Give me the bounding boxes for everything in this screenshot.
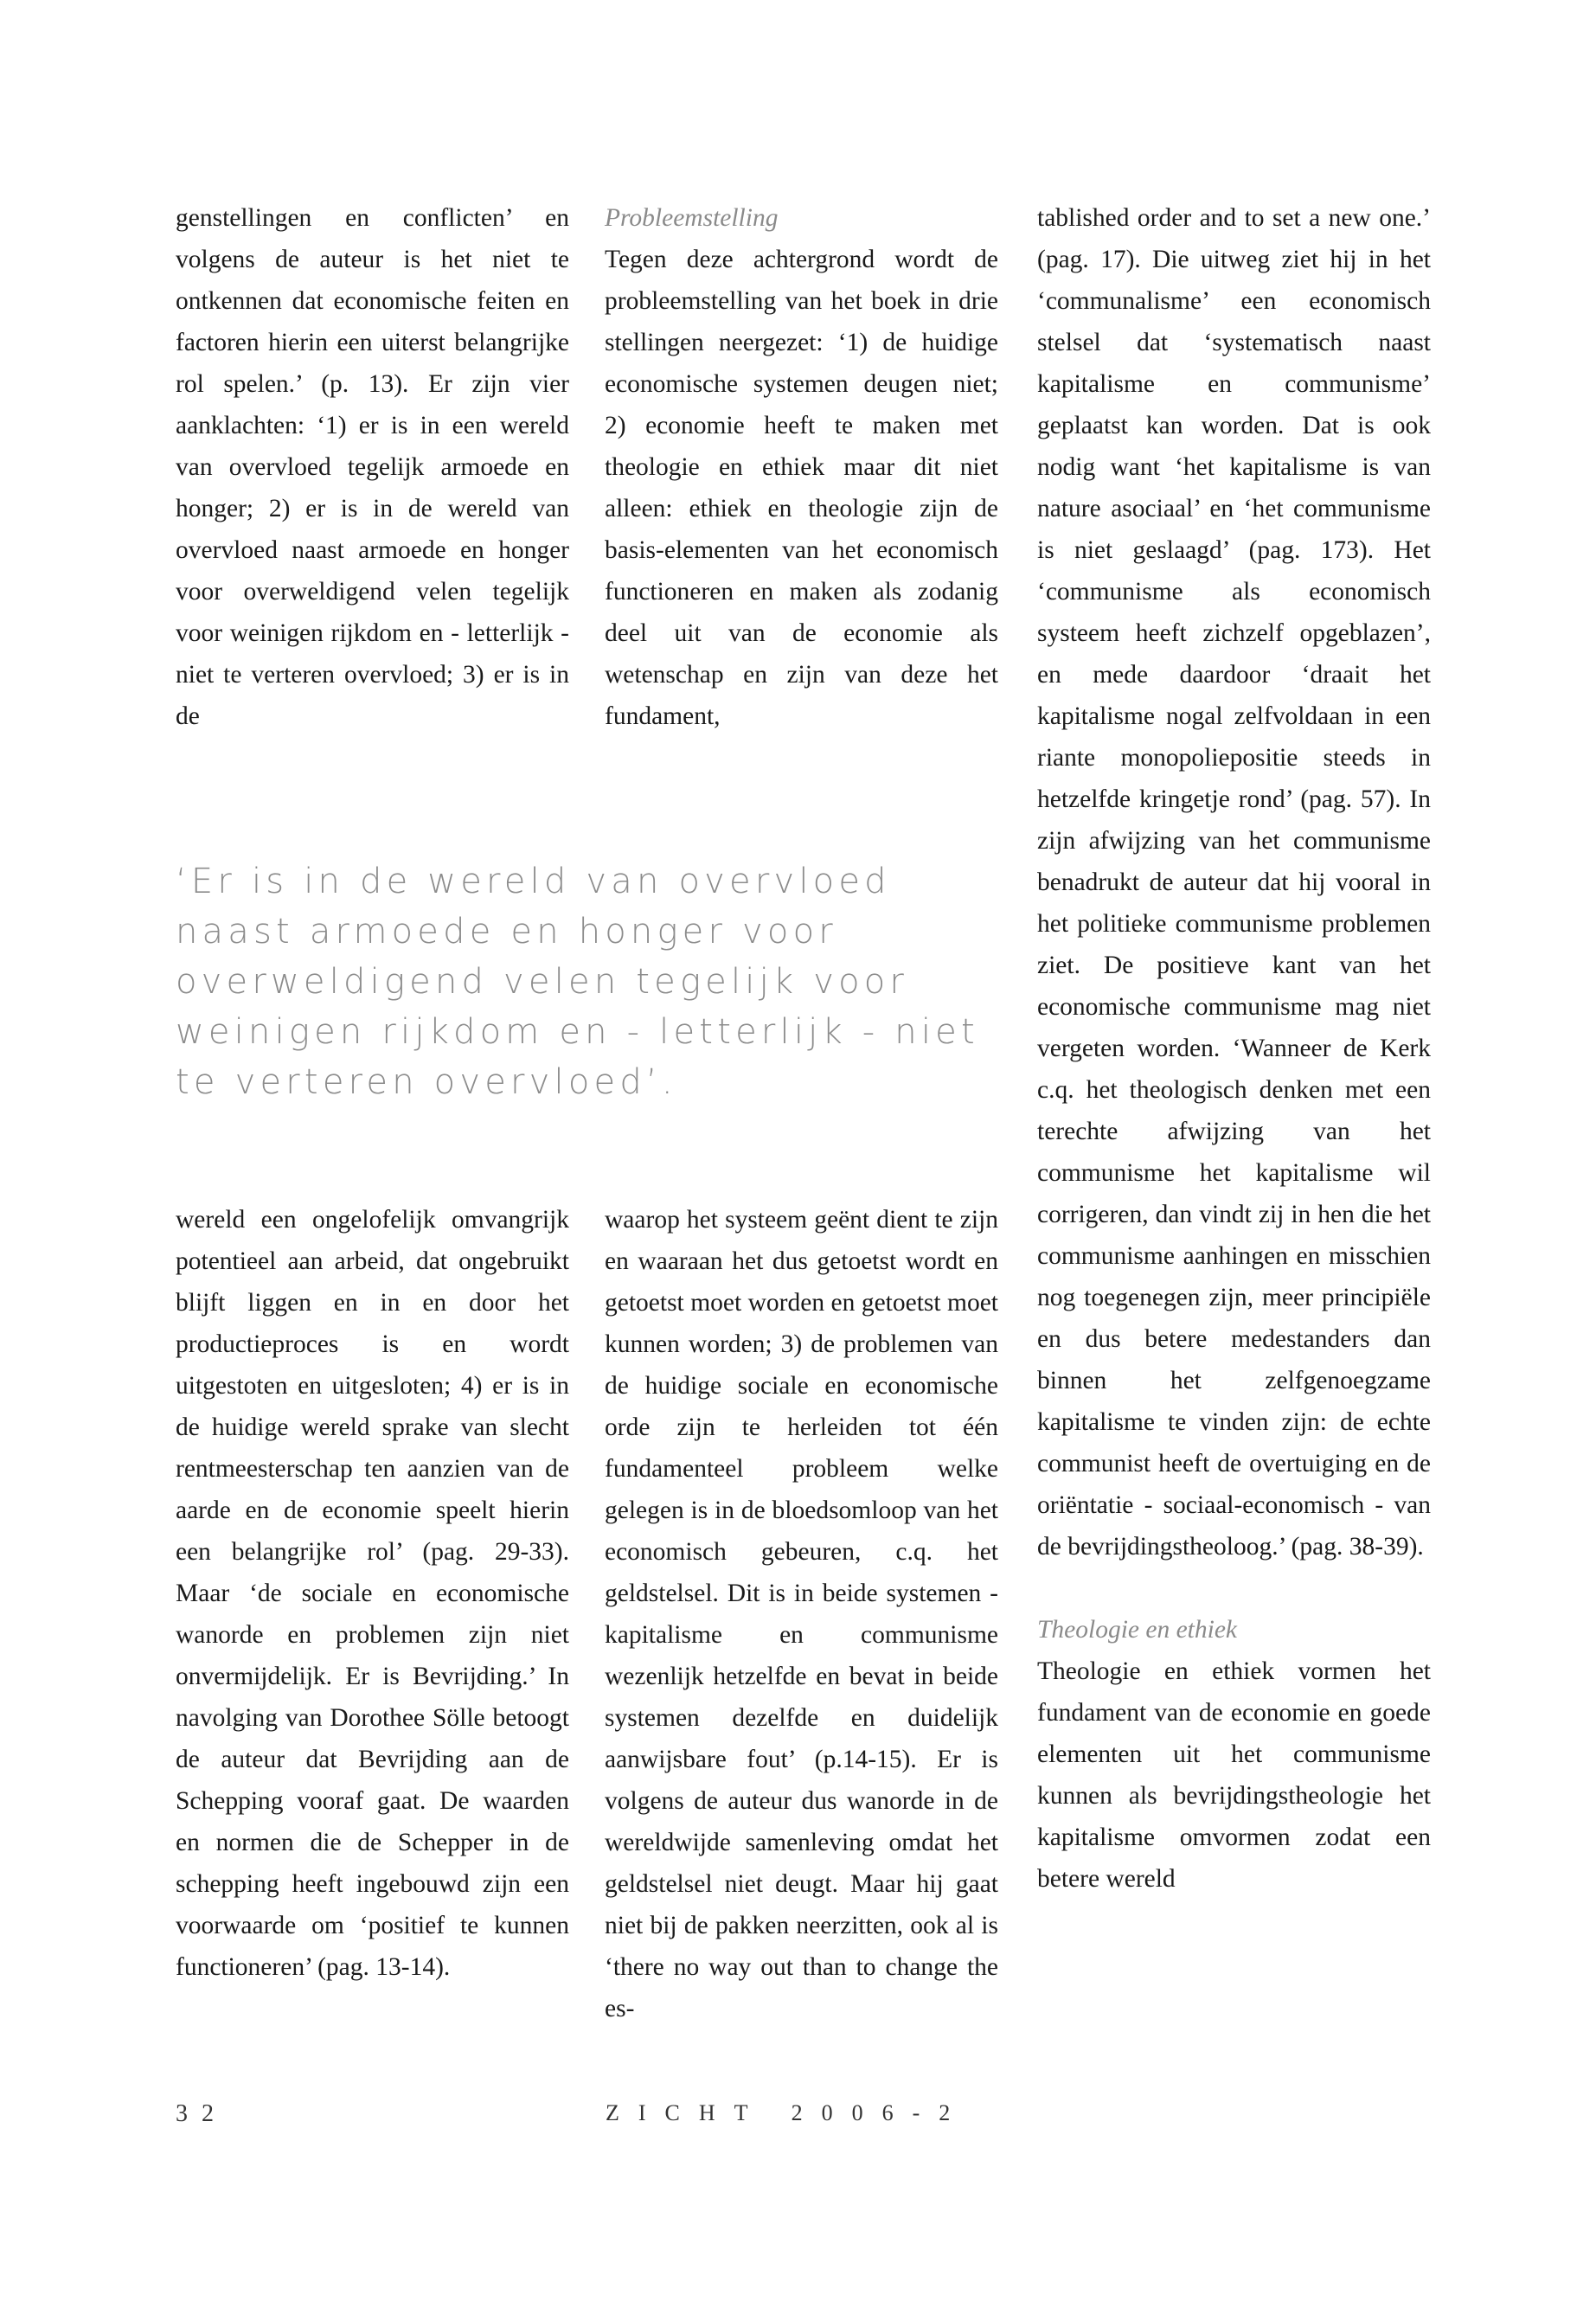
- body-paragraph: waarop het systeem geënt dient te zijn en waaraan het dus getoetst wordt en getoetst moet worden en getoetst moet kunnen worden; 3) de problemen van de huidige sociale en economische orde zijn te herleiden tot één fundamenteel probleem welke gelegen is in de bloedsomloop van het economisch gebeuren, c.q. het geldstelsel. Dit is in beide systemen - kapitalisme en communisme wezenlijk hetzelfde en bevat in beide systemen dezelfde en duidelijk aanwijsbare fout’ (p.14-15). Er is volgens de auteur dus wanorde in de wereldwijde samenleving omdat het geldstelsel niet deugt. Maar hij gaat niet bij de pakken neerzitten, ook al is ‘there no way out than to change the es-: [605, 1206, 998, 2022]
- running-footer-title: ZICHT 2006-2: [606, 2100, 970, 2125]
- page-number: 32: [176, 2100, 228, 2127]
- body-paragraph: Tegen deze achtergrond wordt de probleemstelling van het boek in drie stellingen neergezet: ‘1) de huidige economische systemen deugen niet; 2) economie heeft te maken met theologie en ethiek maar dit niet alleen: ethiek en theologie zijn de basis-elementen van het economisch functioneren en maken als zodanig deel uit van de economie als wetenschap en zijn van deze het fundament,: [605, 246, 998, 730]
- column-1-bottom: [176, 1199, 569, 1988]
- column-1-top: [176, 197, 569, 737]
- column-2-top: [605, 197, 998, 737]
- section-subheading-theologie-en-ethiek: Theologie en ethiek: [1037, 1616, 1238, 1644]
- column-3: [1037, 197, 1431, 1900]
- body-paragraph: genstellingen en conflicten’ en volgens de auteur is het niet te ontkennen dat economische feiten en factoren hierin een uiterst belangrijke rol spelen.’ (p. 13). Er zijn vier aanklachten: ‘1) er is in een wereld van overvloed tegelijk armoede en honger; 2) er is in de wereld van overvloed naast armoede en honger voor overweldigend velen tegelijk voor weinigen rijkdom en - letterlijk - niet te verteren overvloed; 3) er is in de: [176, 204, 569, 730]
- pull-quote: ‘Er is in de wereld van overvloed naast armoede en honger voor overweldigend velen tegelijk voor weinigen rijkdom en - letterlijk - niet te verteren overvloed’.: [176, 862, 979, 1102]
- body-paragraph: tablished order and to set a new one.’ (pag. 17). Die uitweg ziet hij in het ‘communalisme’ een economisch stelsel dat ‘systematisch naast kapitalisme en communisme’ geplaatst kan worden. Dat is ook nodig want ‘het kapitalisme is van nature asociaal’ en ‘het communisme is niet geslaagd’ (pag. 173). Het ‘communisme als economisch systeem heeft zichzelf opgeblazen’, en mede daardoor ‘draait het kapitalisme nogal zelfvoldaan in een riante monopoliepositie steeds in hetzelfde kringetje rond’ (pag. 57). In zijn afwijzing van het communisme benadrukt de auteur dat hij vooral in het politieke communisme problemen ziet. De positieve kant van het economische communisme mag niet vergeten worden. ‘Wanneer de Kerk c.q. het theologisch denken met een terechte afwijzing van het communisme het kapitalisme wil corrigeren, dan vindt zij in hen die het communisme aanhingen en misschien nog toegenegen zijn, meer principiële en dus betere medestanders dan binnen het zelfgenoegzame kapitalisme te vinden zijn: de echte communist heeft de overtuiging en de oriëntatie - sociaal-economisch - van de bevrijdingstheoloog.’ (pag. 38-39).: [1037, 204, 1431, 1561]
- body-paragraph: wereld een ongelofelijk omvangrijk potentieel aan arbeid, dat ongebruikt blijft liggen en in en door het productieproces is en wordt uitgestoten en uitgesloten; 4) er is in de huidige wereld sprake van slecht rentmeesterschap ten aanzien van de aarde en de economie speelt hierin een belangrijke rol’ (pag. 29-33). Maar ‘de sociale en economische wanorde en problemen zijn niet onvermijdelijk. Er is Bevrijding.’ In navolging van Dorothee Sölle betoogt de auteur dat Bevrijding aan de Schepping vooraf gaat. De waarden en normen die de Schepper in de schepping heeft ingebouwd zijn een voorwaarde om ‘positief te kunnen functioneren’ (pag. 13-14).: [176, 1206, 569, 1981]
- column-2-bottom: [605, 1199, 998, 2029]
- body-paragraph: Theologie en ethiek vormen het fundament van de economie en goede elementen uit het communisme kunnen als bevrijdingstheologie het kapitalisme omvormen zodat een betere wereld: [1037, 1657, 1431, 1893]
- section-subheading-probleemstelling: Probleemstelling: [605, 204, 779, 232]
